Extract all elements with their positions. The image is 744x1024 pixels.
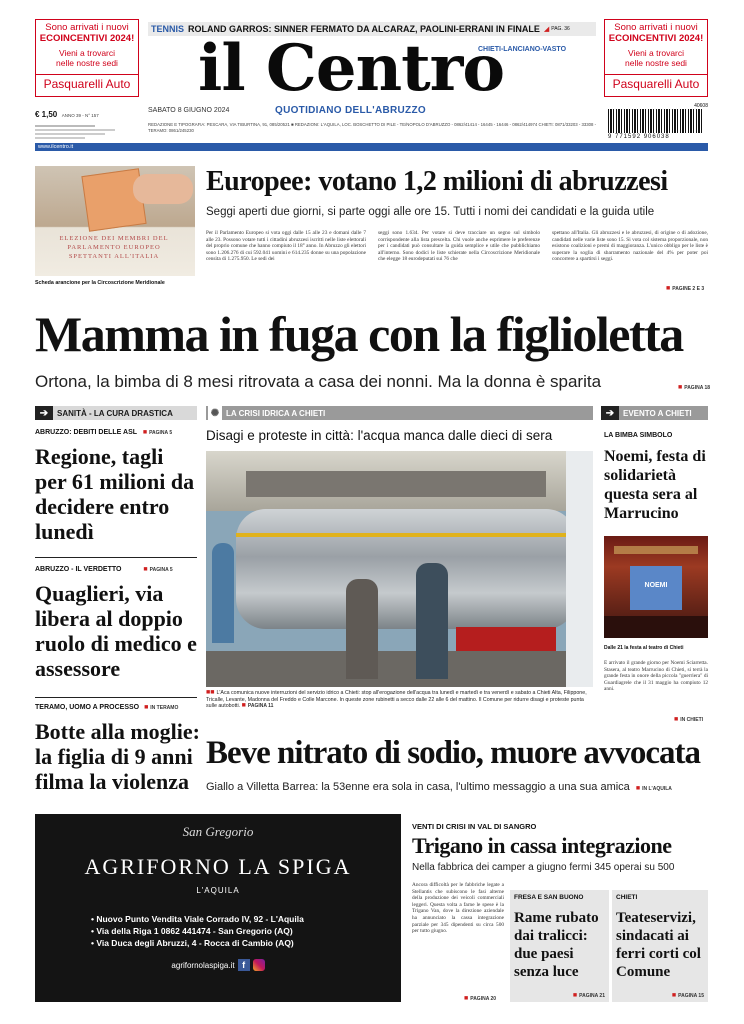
barcode [604,105,708,141]
kicker-teramo: TERAMO, UOMO A PROCESSO ■ IN TERAMO [35,704,179,711]
trigano-headline: Trigano in cassa integrazione [412,833,672,858]
facebook-icon[interactable]: f [238,959,250,971]
mamma-headline: Mamma in fuga con la figlioletta [35,306,683,362]
stage-text: NOEMI [644,582,668,589]
ad-line-3: Vieni a trovarci [627,48,685,58]
europee-headline: Europee: votano 1,2 milioni di abruzzesi [206,166,668,197]
trigano-subhead: Nella fabbrica dei camper a giugno fermi 345 operai su 500 [412,862,675,873]
kicker-chieti: CHIETI [616,894,638,901]
barcode-top: 40608 [694,103,708,109]
ballot-caption: Scheda arancione per la Circoscrizione Meridionale [35,280,165,286]
ad-city: L'AQUILA [196,886,240,895]
barcode-number: 9 771592 906038 [608,134,670,140]
teaser-text: ROLAND GARROS: SINNER FERMATO DA ALCARAZ, PAOLINI-ERRANI IN FINALE [188,24,540,34]
theater-photo [604,536,708,638]
ad-line-1: Sono arrivati i nuovi [614,22,698,33]
ad-line-2: ECOINCENTIVI 2024! [39,33,135,44]
masthead-date: SABATO 8 GIUGNO 2024 [148,107,230,114]
europee-page-ref: ■ PAGINE 2 E 3 [666,285,705,292]
agriforno-ad[interactable] [35,814,401,1002]
ad-line-4: nelle nostre sedi [56,58,118,68]
ad-line-3: Vieni a trovarci [58,48,116,58]
kicker-debiti: ABRUZZO: DEBITI DELLE ASL ■ PAGINA 5 [35,429,173,436]
tanker-photo [206,451,593,687]
kicker-bimba: LA BIMBA SIMBOLO [604,432,673,439]
ad-top-right[interactable] [604,19,708,97]
head-quaglieri: Quaglieri, via libera al doppio ruolo di medico e assessore [35,581,197,681]
teaser-page: PAG. 36 [551,26,570,32]
masthead-tagline: QUOTIDIANO DELL'ABRUZZO [275,105,426,116]
ballot-photo [35,166,195,276]
instagram-icon[interactable] [253,959,265,971]
head-regione-tagli: Regione, tagli per 61 milioni da decidere entro lunedì [35,444,195,544]
kicker-verdetto: ABRUZZO - IL VERDETTO ■ PAGINA 5 [35,566,173,573]
trigano-page-ref: ■ PAGINA 20 [464,995,497,1002]
ad-site-link[interactable]: agrifornolaspiga.it [171,960,235,970]
mamma-subhead: Ortona, la bimba di 8 mesi ritrovata a casa dei nonni. Ma la donna è sparita [35,372,602,391]
head-botte: Botte alla moglie: la figlia di 9 anni filma la violenza [35,719,200,794]
ad-line-2: ECOINCENTIVI 2024! [608,33,704,44]
divider [35,697,197,698]
arrow-right-icon: ➔ [601,406,619,420]
europee-col-2: seggi sono 1.634. Per votare si deve tracciare un segno sul simbolo corrispondente alla lista prescelta. Chi vuole anche esprimere le preferenze per i candidati può consultare la guida semplice e utile che pubblichiamo all'interno. Sono dodici le liste schierate nella Circoscrizione Meridionale che elegge 18 eurodeputati sui 76 che [378,230,540,263]
europee-subhead: Seggi aperti due giorni, si parte oggi alle ore 15. Tutti i nomi dei candidati e la guida utile [206,206,655,218]
divider [35,557,197,558]
ad-line-1: Sono arrivati i nuovi [45,22,129,33]
mamma-page-ref: ■ PAGINA 18 [678,384,711,391]
ad-top-left[interactable] [35,19,139,97]
ad-bullet: • Nuovo Punto Vendita Viale Corrado IV, 92 - L'Aquila [91,914,304,924]
section-crisi-idrica: ✺ LA CRISI IDRICA A CHIETI [206,406,593,420]
issue: ANNO 39 - N° 157 [61,113,99,118]
noemi-body: È arrivato il grande giorno per Noemi Sciarretta. Stasera, al teatro Marrucino di Chieti, si terrà la grande festa in onore della piccola "guerriera" di Guardiagrele che il 31 maggio ha compiuto 12 anni. [604,660,708,693]
masthead-cities: CHIETI-LANCIANO-VASTO [478,46,567,53]
price: € 1,50 [35,110,58,119]
ad-title: AGRIFORNO LA SPIGA [84,854,352,879]
masthead-editorial: REDAZIONE E TIPOGRAFIA: PESCARA, VIA TIBURTINA, 91, 085/20521 ■ REDAZIONI: L'AQUILA, LOC. BOSCHETTO DI PILE - TE/NOPOLO D'ABRUZZO - 0862/41414 - 16445 - 16446 - 0862/414974 CHIETI: 0871/33203 - 33308 - TERAMO: 0861/245230 [148,122,597,133]
ad-brand: Pasquarelli Auto [605,74,707,91]
chieti-page-ref: ■ PAGINA 15 [671,992,704,999]
arrow-right-icon: ➔ [35,406,53,420]
ad-script: San Gregorio [182,824,254,839]
head-noemi: Noemi, festa di solidarietà questa sera al Marrucino [604,448,706,522]
ad-line-4: nelle nostre sedi [625,58,687,68]
teaser-triangle-icon: ◢ [543,26,550,33]
section-evento: ➔ EVENTO A CHIETI [601,406,708,420]
ad-brand: Pasquarelli Auto [36,74,138,91]
masthead-price [35,104,139,139]
kicker-fresa: FRESA E SAN BUONO [514,894,584,901]
noemi-page-ref: ■ IN CHIETI [674,716,704,723]
nitrato-subhead: Giallo a Villetta Barrea: la 53enne era sola in casa, l'ultimo messaggio a una sua amica ■ IN L'AQUILA [206,781,672,793]
masthead-title: il Centro [198,31,505,106]
ad-bullet: • Via Duca degli Abruzzi, 4 - Rocca di Cambio (AQ) [91,938,294,948]
triangle-icon: ■ [666,285,671,292]
ballot-text: ELEZIONE DEI MEMBRI DEL PARLAMENTO EUROPEO SPETTANTI ALL'ITALIA [59,235,169,260]
europee-col-1: Per il Parlamento Europeo si vota oggi dalle 15 alle 23 e domani dalle 7 alle 23. Possono votare tutti i cittadini abruzzesi iscritti nelle liste elettorali del proprio comune che hanno compiuto il 18° anno. In Abruzzo gli elettori sono 1.206.276 di cui 592.041 uomini e 614.235 donne su una popolazione censita di 1.275.950. Le sedi dei [206,230,366,263]
section-sanita: ➔ SANITÀ - LA CURA DRASTICA [35,406,197,420]
nitrato-headline: Beve nitrato di sodio, muore avvocata [206,735,701,771]
chieti-headline: Teateservizi, sindacati ai ferri corti col Comune [616,910,701,980]
blue-rule [35,143,708,151]
water-icon: ✺ [208,406,222,420]
fresa-box [510,890,609,1002]
ad-bullet: • Via della Riga 1 0862 441474 - San Gregorio (AQ) [91,926,293,936]
fresa-headline: Rame rubato dai tralicci: due paesi senza luce [514,910,599,980]
europee-col-3: spettano all'Italia. Gli abruzzesi e le abruzzesi, di origine o di adozione, candidati nelle varie liste sono 15. Si vota col sistema proporzionale, non esistono coalizioni e premi di maggioranza. L'unico obbligo per le liste è superare la soglia di sbarramento nazionale del 4% per poter poi concorrere a spartirsi i seggi. [552,230,708,263]
kicker-trigano: VENTI DI CRISI IN VAL DI SANGRO [412,822,537,831]
trigano-body: Ancora difficoltà per le fabbriche legate a Stellantis che subiscono le fasi alterne della produzione dei veicoli commerciali leggeri. Questa volta a farne le spese è la Trigano Van, dove la direzione aziendale ha annunciato la cassa integrazione parziale per 345 dipendenti su circa 500 per tutto giugno. [412,882,504,935]
crisi-caption: ■■ L'Aca comunica nuove interruzioni del servizio idrico a Chieti: stop all'erogazione dell'acqua tra lunedì e martedì e tra venerdì e sabato a Chieti Alta, Filippone, Tricalle, Levante, Madonna del Freddo e Colle Marcone. In queste zone rubinetti a secco dalle 22 alle 6 del mattino. Il Comune per ridurre disagi e proteste punta sulle autobotti. ■ PAGINA 11 [206,689,587,710]
fresa-page-ref: ■ PAGINA 21 [572,992,605,999]
chieti-box [612,890,708,1002]
crisi-headline: Disagi e proteste in città: l'acqua manca dalle dieci di sera [206,428,553,443]
website-link[interactable]: www.ilcentro.it [38,144,74,150]
teaser-tag: TENNIS [151,24,185,34]
theater-caption: Dalle 21 la festa al teatro di Chieti [604,645,684,651]
